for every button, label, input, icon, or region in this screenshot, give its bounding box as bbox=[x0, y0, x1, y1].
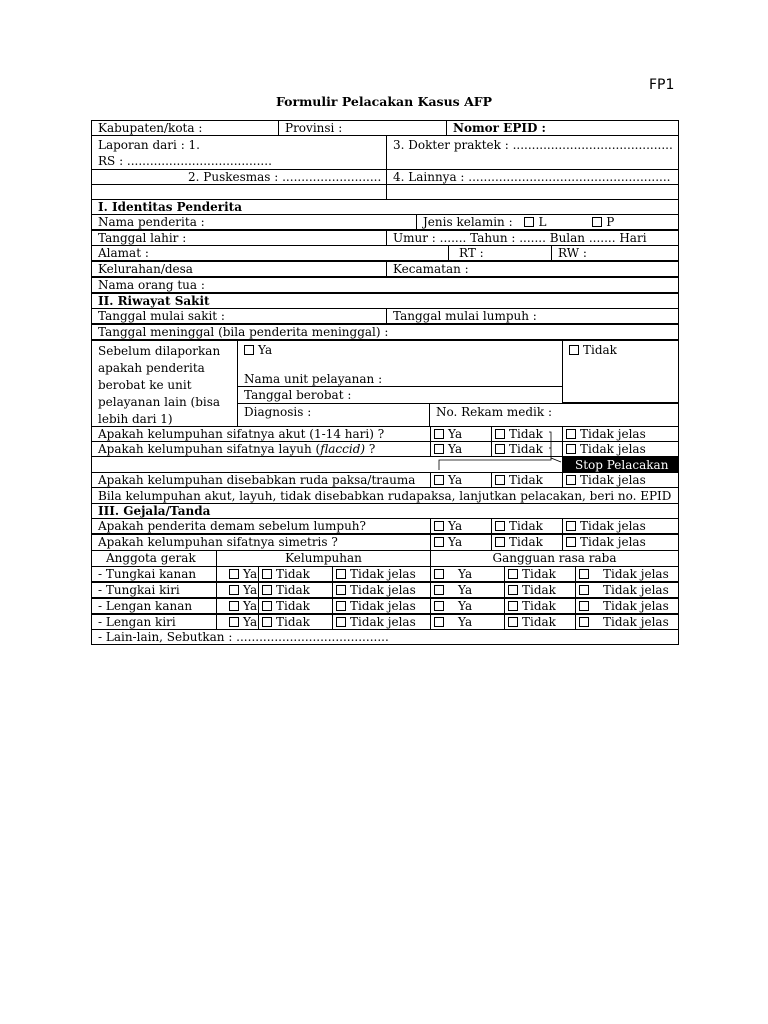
kelumpuhan-tidak-jelas-checkbox[interactable] bbox=[336, 615, 416, 629]
alamat-field[interactable]: Alamat : bbox=[91, 245, 449, 261]
rasa-tidak-jelas-label: Tidak jelas bbox=[603, 615, 669, 629]
form-title: Formulir Pelacakan Kasus AFP bbox=[275, 94, 493, 109]
demam-tidak-jelas-cell[interactable] bbox=[562, 518, 679, 534]
rs-label: RS : ...................................... bbox=[98, 154, 272, 168]
demam-tidak-checkbox[interactable] bbox=[495, 519, 543, 533]
kelumpuhan-tidak-jelas-label: Tidak jelas bbox=[350, 615, 416, 629]
layuh-tidak-jelas-cell[interactable] bbox=[562, 441, 679, 457]
kelumpuhan-tidak-jelas-label: Tidak jelas bbox=[350, 599, 416, 613]
umur-field[interactable]: Umur : ....... Tahun : ....... Bulan ....... Hari bbox=[386, 230, 679, 246]
ruda-tidak-jelas-label: Tidak jelas bbox=[580, 473, 646, 487]
ruda-paksa-question: Apakah kelumpuhan disebabkan ruda paksa/trauma bbox=[91, 472, 431, 488]
provinsi-field[interactable]: Provinsi : bbox=[278, 120, 447, 136]
kelumpuhan-tidak-jelas-cell[interactable] bbox=[332, 566, 431, 582]
rasa-ya-label: Ya bbox=[458, 583, 473, 597]
rasa-ya-checkbox[interactable] bbox=[434, 599, 472, 613]
kelumpuhan-ya-cell[interactable] bbox=[216, 598, 259, 614]
rasa-tidak-label: Tidak bbox=[522, 599, 556, 613]
rasa-tidak-jelas-cell[interactable] bbox=[575, 582, 679, 598]
rt-field[interactable]: RT : bbox=[448, 245, 552, 261]
kelumpuhan-tidak-jelas-cell[interactable] bbox=[332, 598, 431, 614]
simetris-tidak-cell[interactable] bbox=[491, 534, 563, 551]
limb-label: - Tungkai kanan bbox=[91, 566, 217, 582]
rasa-tidak-cell[interactable] bbox=[504, 598, 576, 614]
rasa-tidak-jelas-checkbox[interactable] bbox=[579, 599, 669, 613]
kelumpuhan-tidak-cell[interactable] bbox=[258, 582, 333, 598]
rasa-ya-checkbox[interactable] bbox=[434, 615, 472, 629]
layuh-tidak-label: Tidak bbox=[509, 442, 543, 456]
col-gangguan-rasa-raba: Gangguan rasa raba bbox=[430, 550, 679, 567]
layuh-tidak-jelas-label: Tidak jelas bbox=[580, 442, 646, 456]
kelumpuhan-tidak-cell[interactable] bbox=[258, 566, 333, 582]
tanggal-meninggal-field[interactable]: Tanggal meninggal (bila penderita meninggal) : bbox=[91, 324, 679, 340]
kelumpuhan-tidak-jelas-cell[interactable] bbox=[332, 582, 431, 598]
berobat-sebelumnya-question: Sebelum dilaporkan apakah penderita berobat ke unit pelayanan lain (bisa lebih dari 1) bbox=[91, 340, 238, 427]
demam-ya-label: Ya bbox=[448, 519, 463, 533]
rasa-tidak-jelas-cell[interactable] bbox=[575, 598, 679, 614]
kelumpuhan-tidak-checkbox[interactable] bbox=[262, 567, 310, 581]
stop-pelacakan-box: Stop Pelacakan bbox=[562, 456, 679, 473]
tanggal-mulai-lumpuh-field[interactable]: Tanggal mulai lumpuh : bbox=[386, 308, 679, 324]
lainnya-field[interactable]: 4. Lainnya : ..................................................... bbox=[386, 169, 679, 185]
jenis-kelamin-field[interactable] bbox=[416, 214, 679, 230]
kelumpuhan-ya-checkbox[interactable] bbox=[229, 567, 257, 581]
kelumpuhan-tidak-jelas-label: Tidak jelas bbox=[350, 567, 416, 581]
kelumpuhan-ya-label: Ya bbox=[243, 599, 258, 613]
demam-question: Apakah penderita demam sebelum lumpuh? bbox=[91, 518, 431, 534]
berobat-ya-label: Ya bbox=[258, 343, 273, 357]
berobat-ya-cell[interactable] bbox=[237, 340, 563, 387]
kelumpuhan-ya-label: Ya bbox=[243, 567, 258, 581]
nomor-epid-field[interactable]: Nomor EPID : bbox=[446, 120, 679, 136]
kelumpuhan-tidak-jelas-checkbox[interactable] bbox=[336, 567, 416, 581]
kelumpuhan-tidak-cell[interactable] bbox=[258, 598, 333, 614]
akut-tidak-jelas-label: Tidak jelas bbox=[580, 427, 646, 441]
tanggal-mulai-sakit-field[interactable]: Tanggal mulai sakit : bbox=[91, 308, 387, 324]
rasa-ya-cell[interactable] bbox=[430, 598, 505, 614]
nama-unit-pelayanan-field[interactable]: Nama unit pelayanan : bbox=[244, 372, 383, 386]
kelumpuhan-tidak-jelas-cell[interactable] bbox=[332, 614, 431, 630]
rasa-ya-cell[interactable] bbox=[430, 566, 505, 582]
simetris-ya-checkbox[interactable] bbox=[434, 535, 462, 549]
rasa-ya-label: Ya bbox=[458, 615, 473, 629]
kelumpuhan-ya-checkbox[interactable] bbox=[229, 583, 257, 597]
akut-ya-label: Ya bbox=[448, 427, 463, 441]
layuh-question-flaccid: flaccid) bbox=[320, 442, 366, 456]
kelumpuhan-tidak-checkbox[interactable] bbox=[262, 599, 310, 613]
rasa-tidak-label: Tidak bbox=[522, 615, 556, 629]
stop-arrow-connector bbox=[431, 430, 566, 470]
kelumpuhan-ya-cell[interactable] bbox=[216, 614, 259, 630]
kelumpuhan-ya-label: Ya bbox=[243, 583, 258, 597]
jk-p-label: P bbox=[606, 215, 615, 229]
kelumpuhan-tidak-label: Tidak bbox=[276, 599, 310, 613]
akut-tidak-jelas-cell[interactable] bbox=[562, 426, 679, 442]
demam-tidak-jelas-label: Tidak jelas bbox=[580, 519, 646, 533]
rasa-tidak-cell[interactable] bbox=[504, 614, 576, 630]
rasa-tidak-label: Tidak bbox=[522, 567, 556, 581]
layuh-question-a: Apakah kelumpuhan sifatnya layuh ( bbox=[98, 442, 321, 456]
simetris-ya-cell[interactable] bbox=[430, 534, 492, 551]
layuh-tidak-jelas-checkbox[interactable] bbox=[566, 442, 646, 456]
afp-form-table bbox=[91, 120, 679, 645]
jk-l-label: L bbox=[538, 215, 547, 229]
jenis-kelamin-label: Jenis kelamin : bbox=[423, 215, 513, 229]
limb-label: - Lengan kiri bbox=[91, 614, 217, 630]
rasa-ya-cell[interactable] bbox=[430, 582, 505, 598]
form-code: FP1 bbox=[649, 77, 675, 93]
rasa-ya-checkbox[interactable] bbox=[434, 583, 472, 597]
demam-tidak-label: Tidak bbox=[509, 519, 543, 533]
nama-penderita-field[interactable]: Nama penderita : bbox=[91, 214, 417, 230]
rasa-ya-label: Ya bbox=[458, 599, 473, 613]
rasa-tidak-jelas-checkbox[interactable] bbox=[579, 583, 669, 597]
section-identitas-heading: I. Identitas Penderita bbox=[91, 199, 679, 215]
rasa-tidak-jelas-label: Tidak jelas bbox=[603, 567, 669, 581]
ruda-ya-checkbox[interactable] bbox=[434, 473, 462, 487]
puskesmas-field[interactable]: 2. Puskesmas : .......................... bbox=[91, 169, 387, 185]
kelumpuhan-ya-label: Ya bbox=[243, 615, 258, 629]
kecamatan-field[interactable]: Kecamatan : bbox=[386, 261, 679, 277]
diagnosis-field[interactable]: Diagnosis : bbox=[237, 403, 430, 427]
section-gejala-heading: III. Gejala/Tanda bbox=[91, 503, 679, 519]
berobat-tidak-label: Tidak bbox=[583, 343, 617, 357]
berobat-ya-checkbox[interactable] bbox=[244, 343, 272, 357]
ruda-tidak-checkbox[interactable] bbox=[495, 473, 543, 487]
rasa-ya-label: Ya bbox=[458, 567, 473, 581]
simetris-ya-label: Ya bbox=[448, 535, 463, 549]
akut-tidak-label: Tidak bbox=[509, 427, 543, 441]
blank-cell bbox=[386, 184, 679, 200]
tanggal-lahir-field[interactable]: Tanggal lahir : bbox=[91, 230, 387, 246]
kelumpuhan-ya-checkbox[interactable] bbox=[229, 615, 257, 629]
layuh-question-b: ? bbox=[365, 442, 376, 456]
rasa-tidak-jelas-label: Tidak jelas bbox=[603, 599, 669, 613]
dokter-praktek-field[interactable]: 3. Dokter praktek : .......................................... bbox=[386, 135, 679, 170]
simetris-tidak-label: Tidak bbox=[509, 535, 543, 549]
rasa-tidak-checkbox[interactable] bbox=[508, 599, 556, 613]
simetris-tidak-jelas-label: Tidak jelas bbox=[580, 535, 646, 549]
simetris-tidak-jelas-checkbox[interactable] bbox=[566, 535, 646, 549]
jk-l-checkbox[interactable] bbox=[524, 215, 546, 229]
lanjutkan-pelacakan-note: Bila kelumpuhan akut, layuh, tidak disebabkan rudapaksa, lanjutkan pelacakan, beri no. EPID bbox=[91, 487, 679, 504]
rasa-tidak-checkbox[interactable] bbox=[508, 615, 556, 629]
jk-p-checkbox[interactable] bbox=[592, 215, 614, 229]
kelumpuhan-tidak-jelas-label: Tidak jelas bbox=[350, 583, 416, 597]
lain-lain-field[interactable]: - Lain-lain, Sebutkan : ........................................ bbox=[91, 629, 679, 645]
limb-label: - Tungkai kiri bbox=[91, 582, 217, 598]
rasa-ya-checkbox[interactable] bbox=[434, 567, 472, 581]
kelumpuhan-tidak-cell[interactable] bbox=[258, 614, 333, 630]
rasa-tidak-jelas-label: Tidak jelas bbox=[603, 583, 669, 597]
kelumpuhan-tidak-jelas-checkbox[interactable] bbox=[336, 599, 416, 613]
rasa-tidak-checkbox[interactable] bbox=[508, 567, 556, 581]
demam-ya-cell[interactable] bbox=[430, 518, 492, 534]
blank-cell bbox=[91, 184, 387, 200]
ruda-tidak-label: Tidak bbox=[509, 473, 543, 487]
nama-orang-tua-field[interactable]: Nama orang tua : bbox=[91, 277, 679, 293]
rasa-tidak-jelas-cell[interactable] bbox=[575, 566, 679, 582]
berobat-tidak-checkbox[interactable] bbox=[569, 343, 617, 357]
rasa-tidak-label: Tidak bbox=[522, 583, 556, 597]
kelumpuhan-ya-checkbox[interactable] bbox=[229, 599, 257, 613]
col-kelumpuhan: Kelumpuhan bbox=[216, 550, 431, 567]
ruda-tidak-jelas-checkbox[interactable] bbox=[566, 473, 646, 487]
rasa-tidak-checkbox[interactable] bbox=[508, 583, 556, 597]
demam-ya-checkbox[interactable] bbox=[434, 519, 462, 533]
kelumpuhan-tidak-label: Tidak bbox=[276, 615, 310, 629]
rasa-tidak-cell[interactable] bbox=[504, 582, 576, 598]
rasa-tidak-cell[interactable] bbox=[504, 566, 576, 582]
demam-tidak-jelas-checkbox[interactable] bbox=[566, 519, 646, 533]
layuh-question bbox=[91, 441, 431, 457]
kelurahan-field[interactable]: Kelurahan/desa bbox=[91, 261, 387, 277]
akut-tidak-jelas-checkbox[interactable] bbox=[566, 427, 646, 441]
akut-question: Apakah kelumpuhan sifatnya akut (1-14 hari) ? bbox=[91, 426, 431, 442]
simetris-tidak-jelas-cell[interactable] bbox=[562, 534, 679, 551]
kelumpuhan-tidak-label: Tidak bbox=[276, 583, 310, 597]
limb-label: - Lengan kanan bbox=[91, 598, 217, 614]
laporan-dari-field[interactable] bbox=[91, 135, 387, 170]
demam-tidak-cell[interactable] bbox=[491, 518, 563, 534]
rasa-tidak-jelas-checkbox[interactable] bbox=[579, 567, 669, 581]
rasa-tidak-jelas-checkbox[interactable] bbox=[579, 615, 669, 629]
simetris-question: Apakah kelumpuhan sifatnya simetris ? bbox=[91, 534, 431, 551]
kelumpuhan-tidak-checkbox[interactable] bbox=[262, 615, 310, 629]
layuh-ya-label: Ya bbox=[448, 442, 463, 456]
rekam-medik-field[interactable]: No. Rekam medik : bbox=[429, 403, 679, 427]
rasa-tidak-jelas-cell[interactable] bbox=[575, 614, 679, 630]
ruda-ya-label: Ya bbox=[448, 473, 463, 487]
rw-field[interactable]: RW : bbox=[551, 245, 679, 261]
kelumpuhan-tidak-label: Tidak bbox=[276, 567, 310, 581]
tanggal-berobat-field[interactable]: Tanggal berobat : bbox=[237, 386, 563, 404]
kelumpuhan-tidak-checkbox[interactable] bbox=[262, 583, 310, 597]
kelumpuhan-tidak-jelas-checkbox[interactable] bbox=[336, 583, 416, 597]
kelumpuhan-ya-cell[interactable] bbox=[216, 566, 259, 582]
berobat-tidak-cell[interactable] bbox=[562, 340, 679, 403]
rasa-ya-cell[interactable] bbox=[430, 614, 505, 630]
kelumpuhan-ya-cell[interactable] bbox=[216, 582, 259, 598]
col-anggota-gerak: Anggota gerak bbox=[91, 550, 217, 567]
ruda-ya-cell[interactable] bbox=[430, 472, 492, 488]
kabupaten-field[interactable]: Kabupaten/kota : bbox=[91, 120, 279, 136]
section-riwayat-heading: II. Riwayat Sakit bbox=[91, 293, 679, 309]
laporan-dari-label: Laporan dari : 1. bbox=[98, 138, 200, 152]
ruda-tidak-cell[interactable] bbox=[491, 472, 563, 488]
simetris-tidak-checkbox[interactable] bbox=[495, 535, 543, 549]
ruda-tidak-jelas-cell[interactable] bbox=[562, 472, 679, 488]
